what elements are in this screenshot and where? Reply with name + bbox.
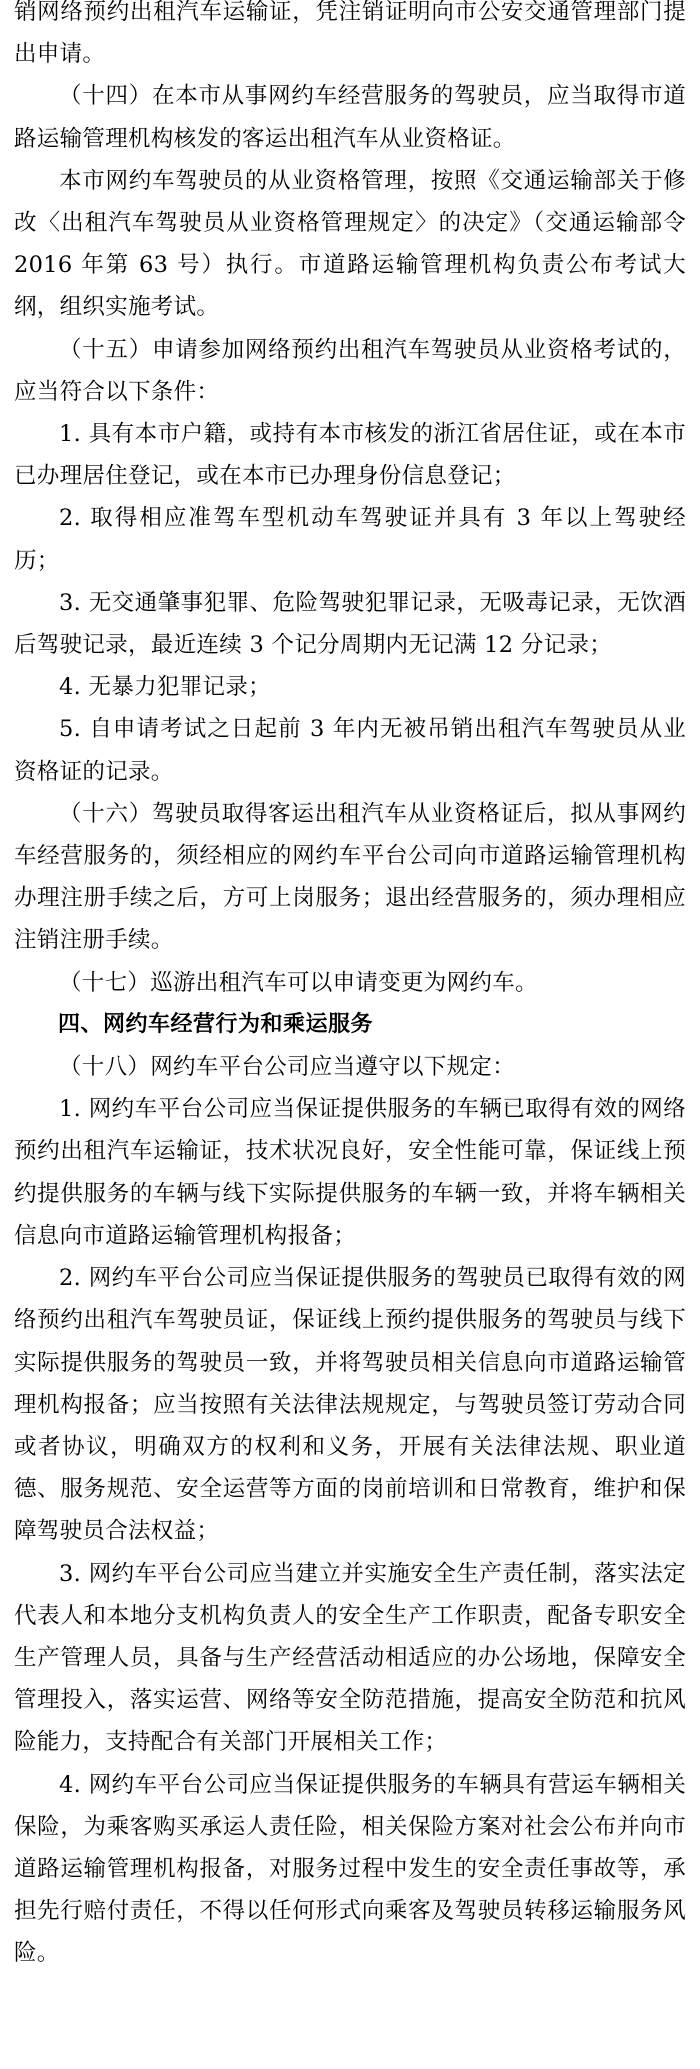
clause-14: （十四）在本市从事网约车经营服务的驾驶员，应当取得市道路运输管理机构核发的客运出租汽车从业资格证。 bbox=[14, 83, 686, 152]
document-body bbox=[14, 0, 686, 1975]
clause-18: （十八）网约车平台公司应当遵守以下规定： bbox=[59, 1054, 516, 1081]
clause-16: （十六）驾驶员取得客运出租汽车从业资格证后，拟从事网约车经营服务的，须经相应的网约车平台公司向市道路运输管理机构办理注册手续之后，方可上岗服务；退出经营服务的，须办理相应注销注册手续。 bbox=[14, 800, 686, 954]
rule-3: 3. 网约车平台公司应当建立并实施安全生产责任制，落实法定代表人和本地分支机构负责人的安全生产工作职责，配备专职安全生产管理人员，具备与生产经营活动相适应的办公场地，保障安全管理投入，落实运营、网络等安全防范措施，提高安全防范和抗风险能力，支持配合有关部门开展相关工作； bbox=[14, 1560, 686, 1756]
condition-4: 4. 无暴力犯罪记录； bbox=[59, 674, 271, 701]
condition-5: 5. 自申请考试之日起前 3 年内无被吊销出租汽车驾驶员从业资格证的记录。 bbox=[14, 716, 686, 785]
condition-3: 3. 无交通肇事犯罪、危险驾驶犯罪记录，无吸毒记录，无饮酒后驾驶记录，最近连续 3 个记分周期内无记满 12 分记录； bbox=[14, 589, 686, 659]
rule-2: 2. 网约车平台公司应当保证提供服务的驾驶员已取得有效的网络预约出租汽车驾驶员证，保证线上预约提供服务的驾驶员与线下实际提供服务的驾驶员一致，并将驾驶员相关信息向市道路运输管理机构报备；应当按照有关法律法规规定，与驾驶员签订劳动合同或者协议，明确双方的权利和义务，开展有关法律法规、职业道德、服务规范、安全运营等方面的岗前培训和日常教育，维护和保障驾驶员合法权益； bbox=[14, 1265, 686, 1545]
paragraph-continuation: 销网络预约出租汽车运输证，凭注销证明向市公安交通管理部门提出申请。 bbox=[14, 0, 686, 68]
rule-1: 1. 网约车平台公司应当保证提供服务的车辆已取得有效的网络预约出租汽车运输证，技术状况良好，安全性能可靠，保证线上预约提供服务的车辆与线下实际提供服务的车辆一致，并将车辆相关信息向市道路运输管理机构报备； bbox=[14, 1096, 686, 1249]
rule-4: 4. 网约车平台公司应当保证提供服务的车辆具有营运车辆相关保险，为乘客购买承运人责任险，相关保险方案对社会公布并向市道路运输管理机构报备，对服务过程中发生的安全责任事故等，承担先行赔付责任，不得以任何形式向乘客及驾驶员转移运输服务风险。 bbox=[14, 1771, 686, 1967]
clause-17: （十七）巡游出租汽车可以申请变更为网约车。 bbox=[59, 969, 538, 996]
clause-15: （十五）申请参加网络预约出租汽车驾驶员从业资格考试的，应当符合以下条件： bbox=[14, 336, 686, 405]
section-heading: 四、网约车经营行为和乘运服务 bbox=[58, 1011, 374, 1037]
condition-1: 1. 具有本市户籍，或持有本市核发的浙江省居住证，或在本市已办理居住登记，或在本市已办理身份信息登记； bbox=[14, 421, 686, 490]
condition-2: 2. 取得相应准驾车型机动车驾驶证并具有 3 年以上驾驶经历； bbox=[14, 505, 686, 574]
paragraph-qualification-management: 本市网约车驾驶员的从业资格管理，按照《交通运输部关于修改〈出租汽车驾驶员从业资格管理规定〉的决定》（交通运输部令 2016 年第 63 号）执行。市道路运输管理机构负责公布考试大纲，组织实施考试。 bbox=[14, 167, 686, 321]
